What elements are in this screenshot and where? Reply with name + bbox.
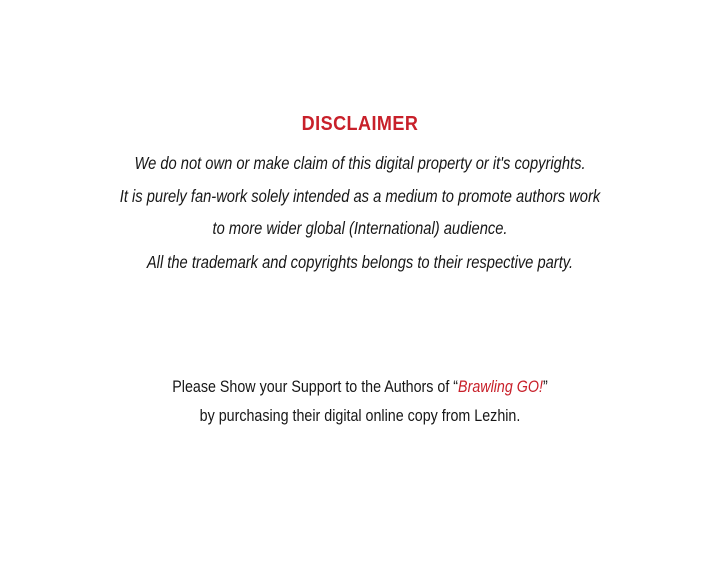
ownership-line-2: It is purely fan-work solely intended as a medium to promote authors work (119, 185, 601, 206)
ownership-line-3: to more wider global (International) audience. (212, 218, 508, 238)
series-title-text: Brawling GO! (458, 377, 543, 396)
support-line-1 (58, 372, 663, 401)
ownership-paragraph (0, 147, 720, 245)
support-paragraph (0, 372, 720, 430)
trademark-paragraph (0, 246, 720, 279)
page-title: DISCLAIMER (301, 112, 419, 135)
support-line-1-prefix: Please Show your Support to the Authors of “ (172, 377, 459, 396)
trademark-line: All the trademark and copyrights belongs to their respective party. (146, 251, 574, 272)
disclaimer-title-row (0, 113, 720, 135)
ownership-line-1: We do not own or make claim of this digital property or it's copyrights. (134, 153, 586, 173)
support-line-1-suffix: ” (542, 377, 548, 396)
support-line-2: by purchasing their digital online copy from Lezhin. (199, 406, 521, 425)
